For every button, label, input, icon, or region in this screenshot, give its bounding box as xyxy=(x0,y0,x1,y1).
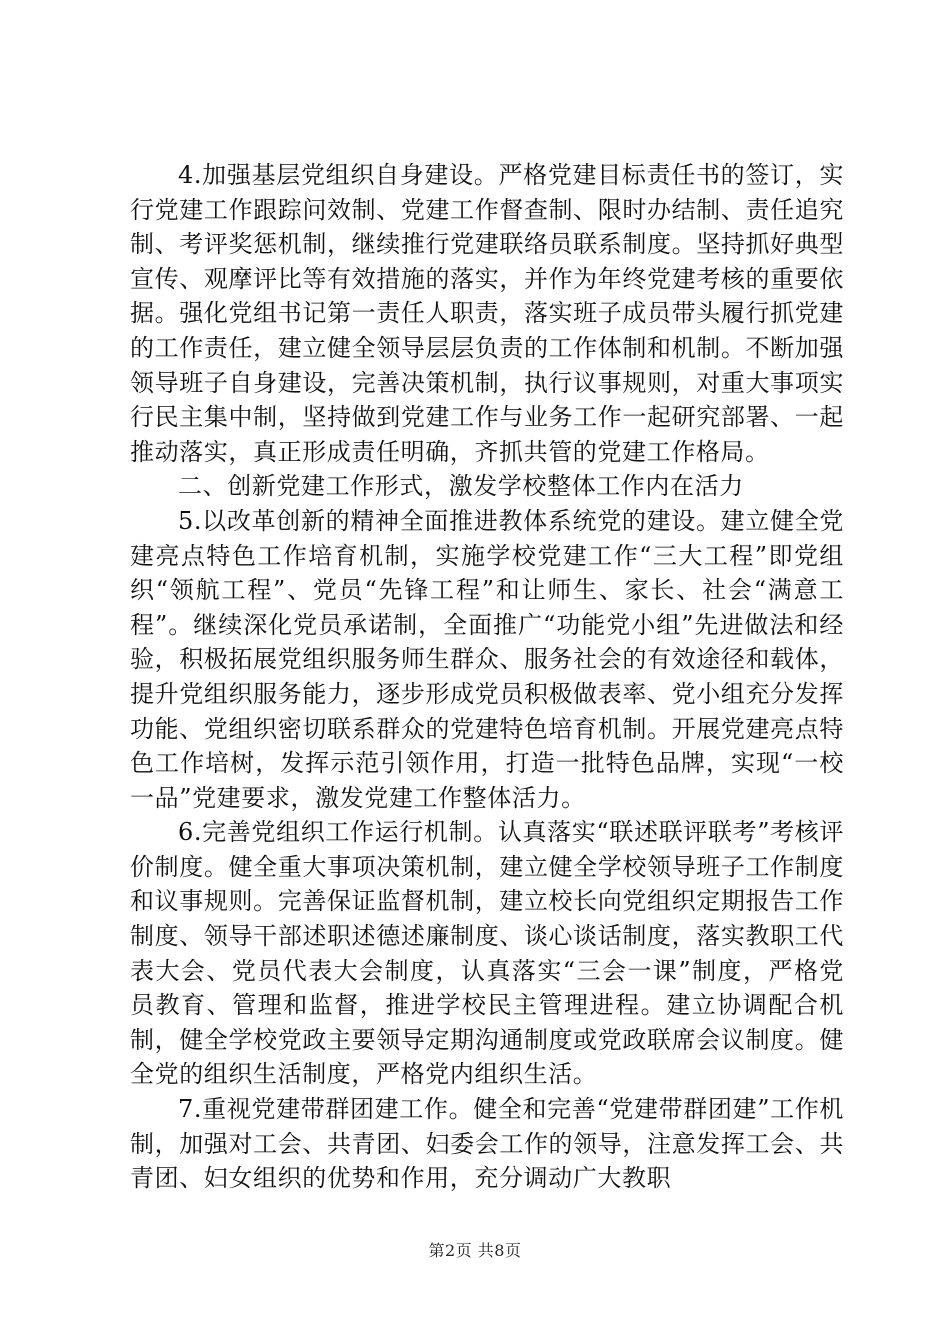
paragraph-item-6: 6.完善党组织工作运行机制。认真落实“联述联评联考”考核评价制度。健全重大事项决策机制，建立健全学校领导班子工作制度和议事规则。完善保证监督机制，建立校长向党组织定期报告工作制度、领导干部述职述德述廉制度、谈心谈话制度，落实教职工代表大会、党员代表大会制度，认真落实“三会一课”制度，严格党员教育、管理和监督，推进学校民主管理进程。建立协调配合机制，健全学校党政主要领导定期沟通制度或党政联席会议制度。健全党的组织生活制度，严格党内组织生活。 xyxy=(130,818,844,1089)
page-footer: 第2页 共8页 xyxy=(428,1241,522,1260)
paragraph-item-5: 5.以改革创新的精神全面推进教体系统党的建设。建立健全党建亮点特色工作培育机制，实施学校党建工作“三大工程”即党组织“领航工程”、党员“先锋工程”和让师生、家长、社会“满意工程”。继续深化党员承诺制，全面推广“功能党小组”先进做法和经验，积极拓展党组织服务师生群众、服务社会的有效途径和载体，提升党组织服务能力，逐步形成党员积极做表率、党小组充分发挥功能、党组织密切联系群众的党建特色培育机制。开展党建亮点特色工作培树，发挥示范引领作用，打造一批特色品牌，实现“一校一品”党建要求，激发党建工作整体活力。 xyxy=(130,506,844,812)
document-body xyxy=(130,158,844,1196)
paragraph-item-7: 7.重视党建带群团建工作。健全和完善“党建带群团建”工作机制，加强对工会、共青团、妇委会工作的领导，注意发挥工会、共青团、妇女组织的优势和作用，充分调动广大教职 xyxy=(130,1095,844,1193)
paragraph-item-4: 4.加强基层党组织自身建设。严格党建目标责任书的签订，实行党建工作跟踪问效制、党建工作督查制、限时办结制、责任追究制、考评奖惩机制，继续推行党建联络员联系制度。坚持抓好典型宣传、观摩评比等有效措施的落实，并作为年终党建考核的重要依据。强化党组书记第一责任人职责，落实班子成员带头履行抓党建的工作责任，建立健全领导层层负责的工作体制和机制。不断加强领导班子自身建设，完善决策机制，执行议事规则，对重大事项实行民主集中制，坚持做到党建工作与业务工作一起研究部署、一起推动落实，真正形成责任明确，齐抓共管的党建工作格局。 xyxy=(130,161,844,466)
section-heading-2: 二、创新党建工作形式，激发学校整体工作内在活力 xyxy=(178,472,744,501)
